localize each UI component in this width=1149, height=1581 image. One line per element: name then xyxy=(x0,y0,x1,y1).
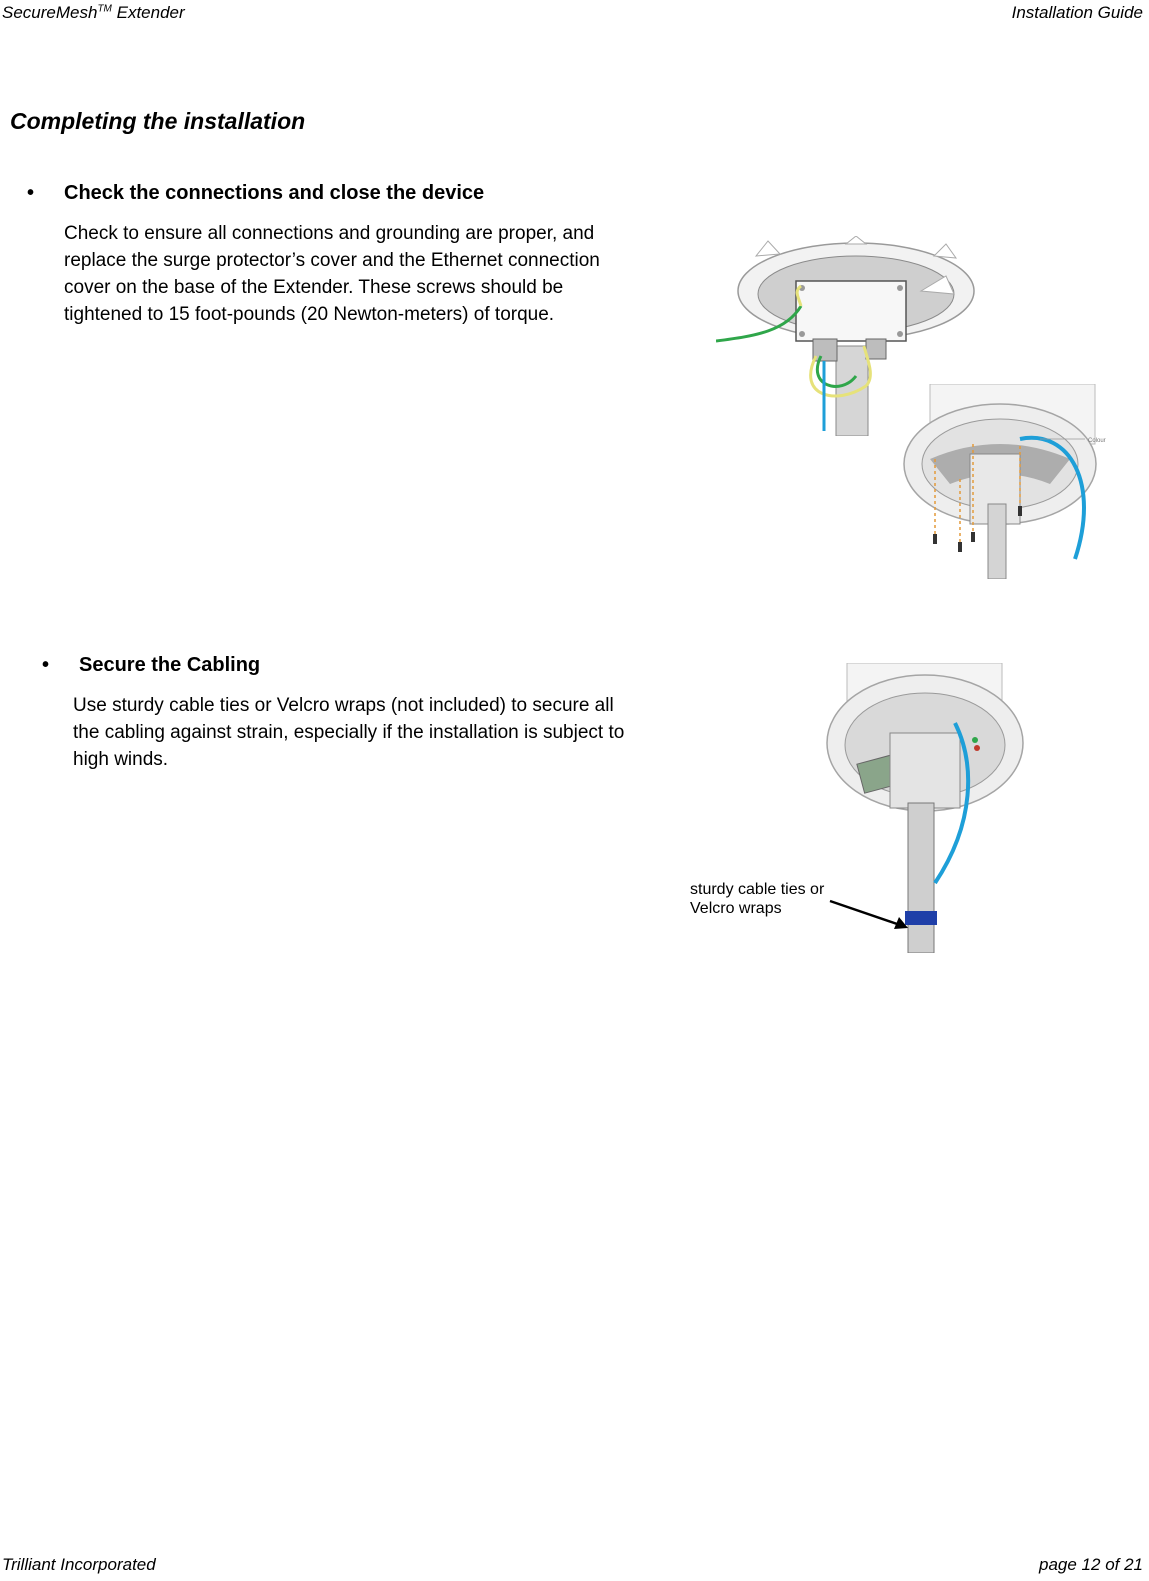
step-1-heading-text: Check the connections and close the device xyxy=(64,182,485,204)
step-2-heading xyxy=(42,654,261,677)
step-1-text: Check to ensure all connections and grounding are proper, and replace the surge protector’s cover and the Ethernet connection cover on the base of the Extender. These screws should be tightened to 15 foot-pounds (20 Newton-meters) of torque. xyxy=(64,223,600,325)
product-suffix: Extender xyxy=(111,3,185,22)
footer-page-number: page 12 of 21 xyxy=(1039,1555,1143,1574)
callout-arrow-icon xyxy=(828,895,913,935)
step-2-text: Use sturdy cable ties or Velcro wraps (not included) to secure all the cabling against strain, especially if the installation is subject to high winds. xyxy=(73,695,625,770)
cover-screws-figure xyxy=(900,384,1120,579)
footer-company: Trilliant Incorporated xyxy=(2,1555,156,1574)
bullet-icon: • xyxy=(27,182,35,204)
step-1-heading xyxy=(27,182,485,205)
trademark-mark: TM xyxy=(97,3,112,15)
section-title: Completing the installation xyxy=(10,108,306,134)
product-name: SecureMesh xyxy=(2,3,98,22)
cable-wrap-callout: sturdy cable ties or Velcro wraps xyxy=(690,881,825,917)
header-product xyxy=(2,3,185,23)
bullet-icon: • xyxy=(42,654,50,676)
header-doc-type: Installation Guide xyxy=(1011,3,1143,22)
step-2-heading-text: Secure the Cabling xyxy=(79,654,261,676)
figure-small-label: Colour xyxy=(1088,438,1106,444)
